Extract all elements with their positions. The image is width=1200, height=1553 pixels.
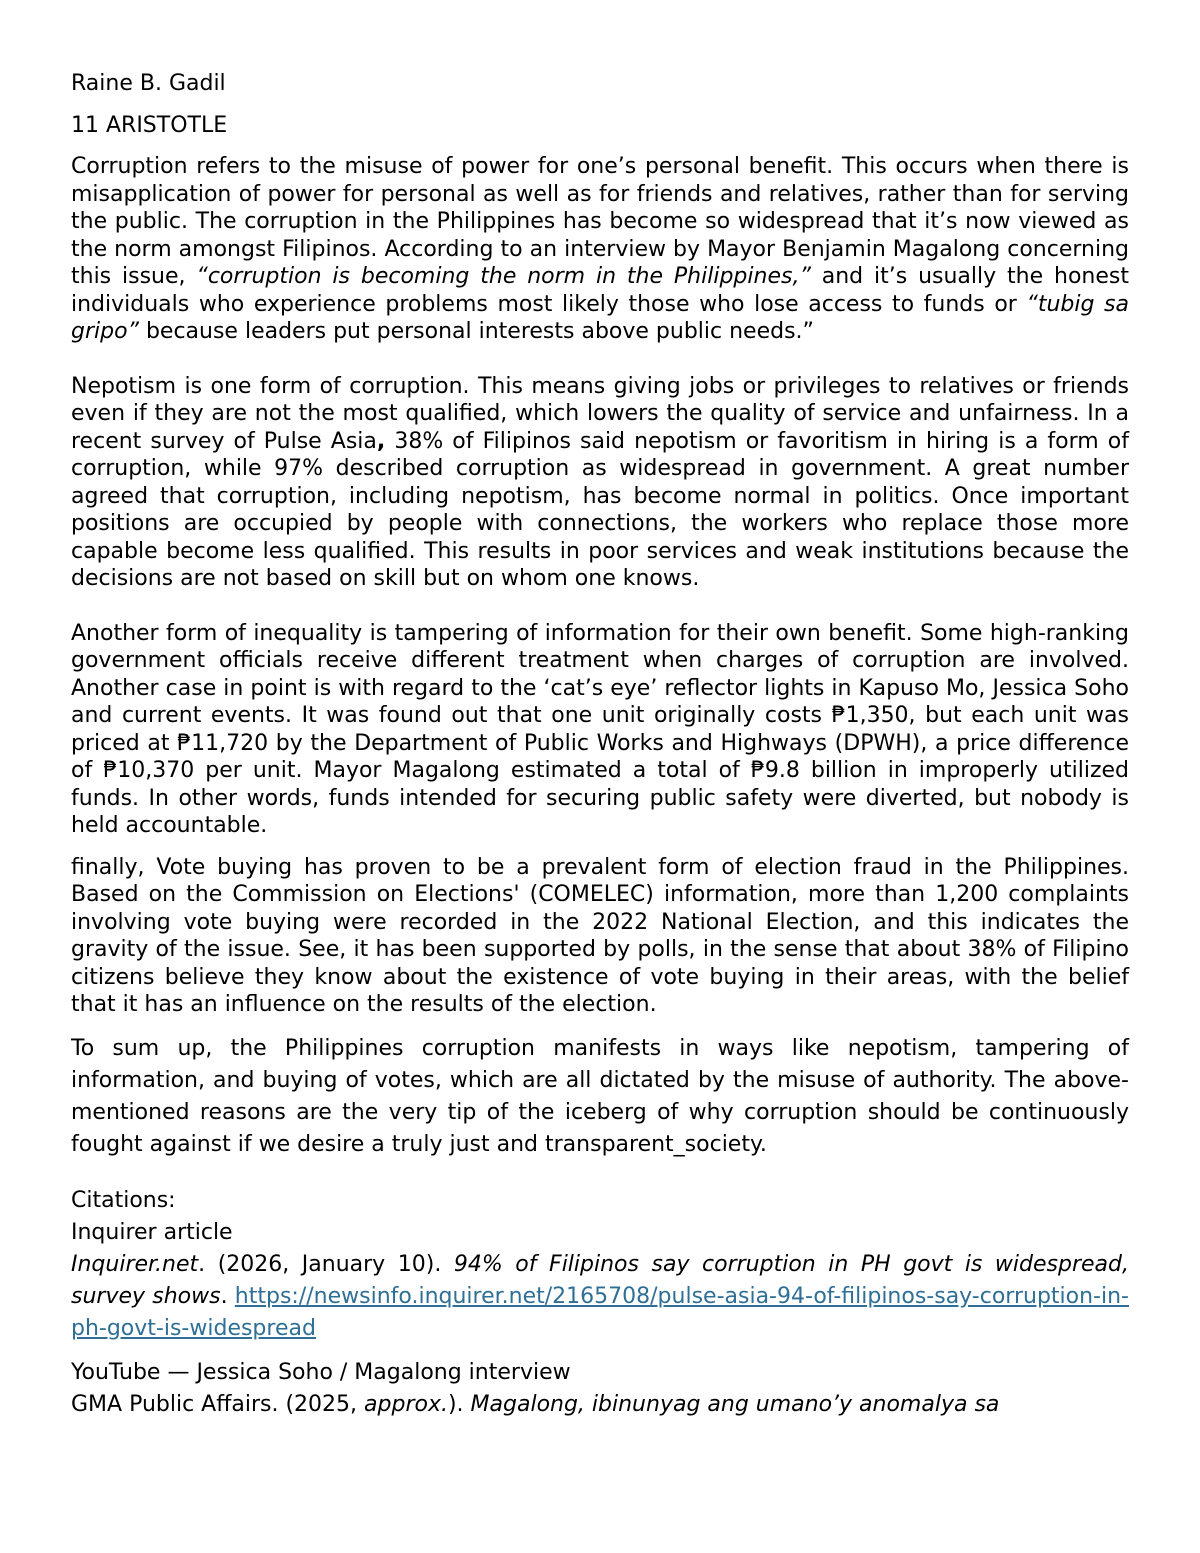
paragraph-tampering: Another form of inequality is tampering of information for their own benefit. Some high-ranking government officials receive different treatment when charges of corruption are involved. Another case in point is with regard to the ‘cat’s eye’ reflector lights in Kapuso Mo, Jessica Soho and current events. It was found out that one unit originally costs ₱1,350, but each unit was priced at ₱11,720 by the Department of Public Works and Highways (DPWH), a price difference of ₱10,370 per unit. Mayor Magalong estimated a total of ₱9.8 billion in improperly utilized funds. In other words, funds intended for securing public safety were diverted, but nobody is held accountable. [71, 620, 1129, 838]
paragraph-text: Nepotism is one form of corruption. This means giving jobs or privileges to relatives or friends even if they are not the most qualified, which lowers the quality of service and unfairness. In a recent survey of Pulse Asia [71, 373, 1129, 454]
paragraph-conclusion: To sum up, the Philippines corruption manifests in ways like nepotism, tampering of information, and buying of votes, which are all dictated by the misuse of authority. The above-mentioned reasons are the very tip of the iceberg of why corruption should be continuously fought against if we desire a truly just and transparent_society. [71, 1035, 1129, 1157]
citation-title: Magalong, ibinunyag ang umano’y anomalya sa [470, 1391, 1000, 1417]
citation-source: Inquirer.net [71, 1251, 199, 1277]
citation-inquirer-label: Inquirer article [71, 1219, 233, 1245]
citations-section [71, 1185, 1129, 1421]
bold-comma: , [376, 428, 386, 454]
citations-heading: Citations: [71, 1187, 176, 1213]
paragraph-text: because leaders put personal interests above public needs.” [138, 319, 814, 344]
citation-date: . (2026, January 10). [198, 1251, 454, 1277]
quote-magalong: “corruption is becoming the norm in the Philippines,” [196, 264, 811, 289]
citation-inquirer-entry [71, 1249, 1129, 1345]
citation-approx: approx. [364, 1391, 448, 1417]
citation-url-link[interactable]: https://newsinfo.inquirer.net/2165708/pulse-asia-94-of-filipinos-say-corruption-in-ph-govt-is-widespread [71, 1283, 1129, 1341]
quote-tubig: “tubig sa gripo” [71, 291, 1130, 344]
author-name: Raine B. Gadil [71, 71, 226, 96]
paragraph-text: 38% of Filipinos said nepotism or favoritism in hiring is a form of corruption, while 97% described corruption as widespread in government. A great number agreed that corruption, including nepotism, has become normal in politics. Once important positions are occupied by people with connections, the workers who replace those more capable become less qualified. This results in poor services and weak institutions because the decisions are not based on skill but on whom one knows. [71, 428, 1129, 591]
paragraph-nepotism [71, 373, 1129, 593]
section-name: 11 ARISTOTLE [71, 112, 228, 138]
document-page [71, 70, 1129, 1421]
citation-separator: . [220, 1283, 235, 1309]
paragraph-vote-buying: finally, Vote buying has proven to be a prevalent form of election fraud in the Philippines. Based on the Commission on Elections' (COMELEC) information, more than 1,200 complaints involving vote buying were recorded in the 2022 National Election, and this indicates the gravity of the issue. See, it has been supported by polls, in the sense that about 38% of Filipino citizens believe they know about the existence of vote buying in their areas, with the belief that it has an influence on the results of the election. [71, 854, 1129, 1017]
citation-youtube-entry [71, 1389, 1129, 1421]
citation-close: ). [447, 1391, 471, 1417]
paragraph-corruption-definition [71, 153, 1129, 346]
citation-source: GMA Public Affairs. (2025, [71, 1391, 365, 1417]
paragraph-text: Corruption refers to the misuse of power for one’s personal benefit. This occurs when there is misapplication of power for personal as well as for friends and relatives, rather than for serving the public. The corruption in the Philippines has become so widespread that it’s now viewed as the norm amongst Filipinos. According to an interview by Mayor Benjamin Magalong concerning this issue, [71, 154, 1129, 289]
citation-title: 94% of Filipinos say corruption in PH govt is widespread, survey shows [71, 1251, 1129, 1309]
citation-youtube-label: YouTube — Jessica Soho / Magalong interview [71, 1359, 571, 1385]
paragraph-text: and it’s usually the honest individuals who experience problems most likely those who lose access to funds or [71, 264, 1129, 317]
